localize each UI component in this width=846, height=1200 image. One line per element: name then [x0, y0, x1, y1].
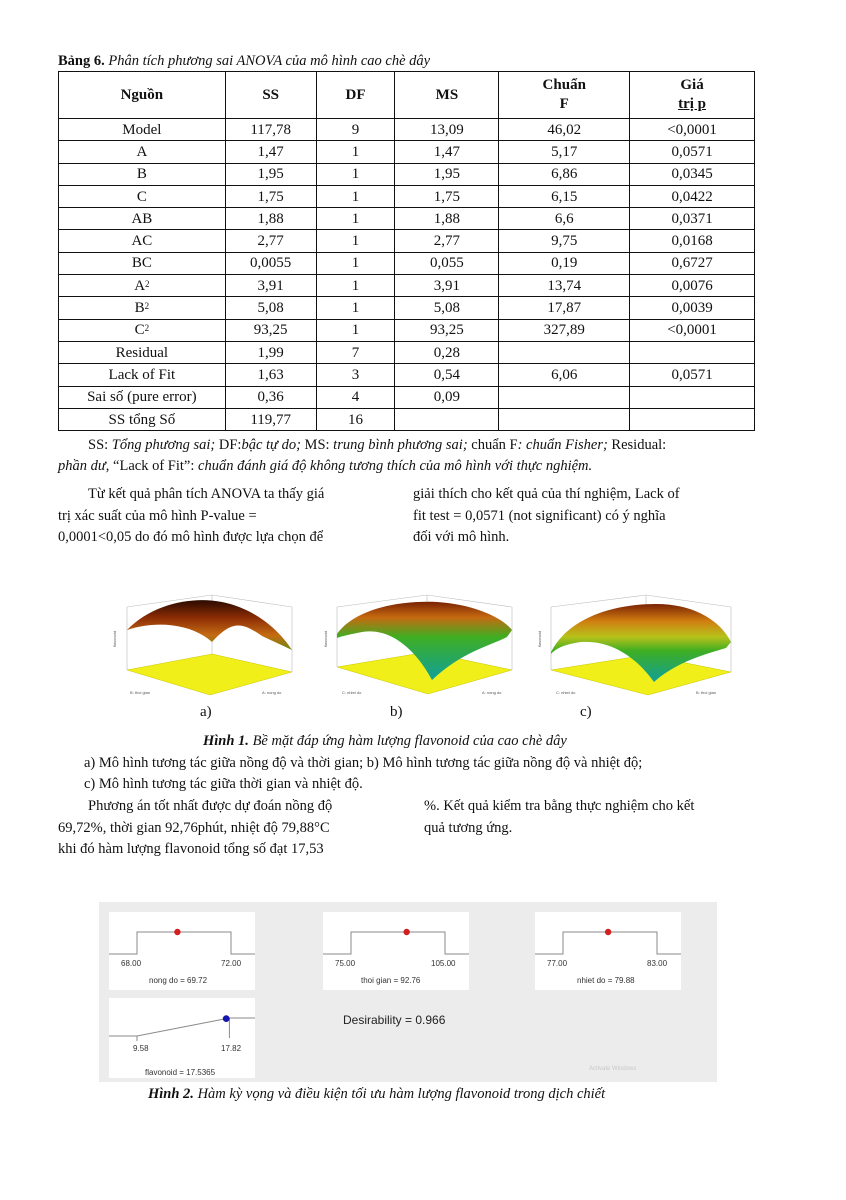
- header-f-line2: F: [559, 96, 569, 112]
- cell-f: 327,89: [499, 319, 630, 341]
- paragraph1-left: [58, 484, 398, 549]
- figure1-caption: [203, 733, 567, 750]
- cell-ss: 1,95: [225, 163, 316, 185]
- cell-df: 3: [316, 364, 395, 386]
- p1-left-line2: trị xác suất của mô hình P-value =: [58, 507, 257, 524]
- ramp-low-thoi-gian: 75.00: [335, 959, 356, 968]
- watermark-text: Activate Windows: [589, 1066, 637, 1072]
- cell-f: 0,19: [499, 252, 630, 274]
- figure2-caption-label: Hình 2.: [148, 1086, 194, 1102]
- table-row: [59, 319, 755, 341]
- header-ms: MS: [395, 72, 499, 119]
- ramp-panel-nhiet-do: [535, 912, 681, 990]
- p2-left-line1: Phương án tốt nhất được dự đoán nồng độ: [88, 798, 333, 814]
- cell-source: [59, 119, 226, 141]
- p1-right-line2: fit test = 0,0571 (not significant) có ý nghĩa: [413, 507, 666, 524]
- note-df-def: bậc tự do;: [241, 437, 305, 453]
- note-ms: MS:: [304, 437, 334, 453]
- table-title: [58, 53, 430, 70]
- header-p: [630, 72, 755, 119]
- cell-source: [59, 185, 226, 207]
- cell-source: [59, 208, 226, 230]
- cell-ss: 1,99: [225, 341, 316, 363]
- table-row: [59, 185, 755, 207]
- ramp-value-flavonoid: flavonoid = 17.5365: [145, 1068, 216, 1077]
- figure1-sub-line1: a) Mô hình tương tác giữa nồng độ và thời gian; b) Mô hình tương tác giữa nồng độ và nhiệt độ;: [84, 755, 643, 771]
- cell-df: 7: [316, 341, 395, 363]
- plot-c-z-label: flavonoid: [537, 630, 542, 647]
- note-lof-def: chuẩn đánh giá độ không tương thích của mô hình với thực nghiệm.: [198, 458, 593, 474]
- table-note: [58, 435, 768, 477]
- figure1-caption-text: Bề mặt đáp ứng hàm lượng flavonoid của cao chè dây: [252, 733, 567, 749]
- p1-right-line1: giải thích cho kết quả của thí nghiệm, Lack of: [413, 486, 680, 502]
- table-row: [59, 275, 755, 297]
- cell-f: 46,02: [499, 119, 630, 141]
- note-ms-def: trung bình phương sai;: [333, 437, 472, 453]
- ramp-low-nhiet-do: 77.00: [547, 959, 568, 968]
- note-df: DF:: [218, 437, 242, 453]
- cell-f: [499, 341, 630, 363]
- surface-plot-b: [322, 592, 527, 697]
- cell-ss: 1,88: [225, 208, 316, 230]
- cell-f: [499, 386, 630, 408]
- ramp-line-thoi-gian: [323, 932, 469, 954]
- header-p-line2: trị p: [678, 96, 707, 112]
- cell-ss: 0,36: [225, 386, 316, 408]
- cell-ss: 93,25: [225, 319, 316, 341]
- cell-df: 1: [316, 297, 395, 319]
- note-residual-def: phần dư,: [58, 458, 114, 474]
- source-label: A: [134, 277, 146, 294]
- cell-df: 1: [316, 319, 395, 341]
- cell-df: 1: [316, 208, 395, 230]
- ramp-panel-nong-do: [109, 912, 255, 990]
- cell-source: [59, 297, 226, 319]
- header-source: Nguồn: [59, 72, 226, 119]
- cell-df: 9: [316, 119, 395, 141]
- note-ss: SS:: [88, 437, 112, 453]
- note-f: chuẩn F: [471, 437, 518, 453]
- plot-a-label: a): [200, 704, 212, 720]
- cell-p: [630, 341, 755, 363]
- surface-plot-a: [112, 592, 312, 697]
- anova-table: [58, 71, 755, 431]
- cell-source: [59, 252, 226, 274]
- ramp-line-nhiet-do: [535, 932, 681, 954]
- cell-ms: 13,09: [395, 119, 499, 141]
- table-row: [59, 230, 755, 252]
- cell-ms: 0,28: [395, 341, 499, 363]
- p1-left-line3: 0,0001<0,05 do đó mô hình được lựa chọn để: [58, 529, 324, 545]
- cell-source: [59, 341, 226, 363]
- ramp-high-flavonoid: 17.82: [221, 1044, 242, 1053]
- cell-f: 5,17: [499, 141, 630, 163]
- cell-ms: 2,77: [395, 230, 499, 252]
- source-label: C: [136, 188, 147, 205]
- cell-ms: 1,47: [395, 141, 499, 163]
- note-ss-def: Tổng phương sai;: [111, 437, 219, 453]
- source-superscript: 2: [144, 323, 150, 334]
- cell-df: 16: [316, 408, 395, 430]
- cell-ss: 1,63: [225, 364, 316, 386]
- header-f-line1: Chuẩn: [542, 77, 586, 93]
- plot-c-x-label: C: nhiet do: [556, 690, 576, 695]
- cell-ss: 3,91: [225, 275, 316, 297]
- header-f: [499, 72, 630, 119]
- cell-p: <0,0001: [630, 319, 755, 341]
- cell-ms: 0,54: [395, 364, 499, 386]
- cell-f: 9,75: [499, 230, 630, 252]
- header-df: DF: [316, 72, 395, 119]
- cell-df: 1: [316, 141, 395, 163]
- ramp-line-nong-do: [109, 932, 255, 954]
- ramp-dot-thoi-gian: [403, 929, 409, 935]
- ramp-value-thoi-gian: thoi gian = 92.76: [361, 976, 421, 985]
- source-label: Lack of Fit: [108, 366, 176, 383]
- cell-p: 0,0076: [630, 275, 755, 297]
- table-row: [59, 208, 755, 230]
- ramp-dot-nong-do: [174, 929, 180, 935]
- paragraph2-right: [424, 796, 764, 839]
- figure2-caption: [148, 1086, 605, 1103]
- plot-b-label: b): [390, 704, 403, 720]
- ramp-high-thoi-gian: 105.00: [431, 959, 456, 968]
- cell-p: 0,0422: [630, 185, 755, 207]
- surface-plot-c: [536, 592, 746, 697]
- ramp-svg-flavonoid: [109, 998, 255, 1078]
- table-row: [59, 141, 755, 163]
- ramp-panel-thoi-gian: [323, 912, 469, 990]
- cell-f: 13,74: [499, 275, 630, 297]
- cell-ss: 0,0055: [225, 252, 316, 274]
- plot-b-y-label: A: nong do: [482, 690, 502, 695]
- source-label: Model: [122, 121, 162, 138]
- ramp-panel-flavonoid: [109, 998, 255, 1078]
- desirability-value: Desirability = 0.966: [343, 1013, 446, 1027]
- cell-p: <0,0001: [630, 119, 755, 141]
- p2-right-line1: %. Kết quả kiểm tra bằng thực nghiệm cho kết: [424, 798, 695, 814]
- cell-source: [59, 319, 226, 341]
- cell-ms: 1,75: [395, 185, 499, 207]
- cell-df: 1: [316, 163, 395, 185]
- table-row: [59, 364, 755, 386]
- cell-p: 0,0571: [630, 364, 755, 386]
- figure1-caption-label: Hình 1.: [203, 733, 249, 749]
- header-p-line1: Giá: [680, 77, 704, 93]
- source-label: BC: [131, 255, 152, 272]
- cell-f: 6,6: [499, 208, 630, 230]
- table-title-text: Phân tích phương sai ANOVA của mô hình cao chè dây: [108, 53, 431, 69]
- cell-ms: 0,055: [395, 252, 499, 274]
- cell-ss: 1,75: [225, 185, 316, 207]
- cell-ms: 1,88: [395, 208, 499, 230]
- cell-f: 6,06: [499, 364, 630, 386]
- cell-ss: 1,47: [225, 141, 316, 163]
- plot-a-floor: [127, 654, 292, 695]
- p2-right-line2: quả tương ứng.: [424, 819, 513, 836]
- plot-a-y-label: A: nong do: [262, 690, 282, 695]
- cell-ss: 5,08: [225, 297, 316, 319]
- cell-source: [59, 364, 226, 386]
- table-row: [59, 341, 755, 363]
- table-row: [59, 297, 755, 319]
- cell-f: 6,86: [499, 163, 630, 185]
- cell-source: [59, 163, 226, 185]
- ramp-high-nhiet-do: 83.00: [647, 959, 668, 968]
- cell-p: [630, 408, 755, 430]
- table-row: [59, 252, 755, 274]
- source-label: B: [134, 300, 145, 317]
- cell-p: 0,0039: [630, 297, 755, 319]
- cell-source: [59, 408, 226, 430]
- ramp-value-nong-do: nong do = 69.72: [149, 976, 208, 985]
- surface-plot-b-svg: [322, 592, 527, 697]
- plot-a-x-label: B: thoi gian: [130, 690, 151, 695]
- cell-source: [59, 386, 226, 408]
- cell-ms: 0,09: [395, 386, 499, 408]
- note-lof: “Lack of Fit”:: [113, 458, 199, 474]
- cell-p: 0,0168: [630, 230, 755, 252]
- table-header-row: [59, 72, 755, 119]
- plot-a-surface: [127, 600, 292, 650]
- table-row: [59, 408, 755, 430]
- source-label: AB: [131, 210, 153, 227]
- table-row: [59, 163, 755, 185]
- p2-left-line2: 69,72%, thời gian 92,76phút, nhiệt độ 79,88°C: [58, 819, 330, 836]
- source-label: AC: [131, 233, 153, 250]
- plot-c-y-label: B: thoi gian: [696, 690, 717, 695]
- surface-plot-c-svg: [536, 592, 746, 697]
- cell-source: [59, 275, 226, 297]
- ramp-high-nong-do: 72.00: [221, 959, 242, 968]
- cell-df: 1: [316, 252, 395, 274]
- figure2-caption-text: Hàm kỳ vọng và điều kiện tối ưu hàm lượng flavonoid trong dịch chiết: [197, 1086, 606, 1102]
- response-ramp-line: [109, 1018, 255, 1036]
- paragraph2-left: [58, 796, 403, 861]
- plot-c-label: c): [580, 704, 592, 720]
- cell-ss: 2,77: [225, 230, 316, 252]
- source-superscript: 2: [144, 301, 150, 312]
- cell-df: 1: [316, 275, 395, 297]
- cell-ss: 119,77: [225, 408, 316, 430]
- cell-ss: 117,78: [225, 119, 316, 141]
- plot-b-z-label: flavonoid: [323, 630, 328, 647]
- source-superscript: 2: [145, 278, 150, 289]
- table-row: [59, 386, 755, 408]
- cell-f: 17,87: [499, 297, 630, 319]
- cell-p: 0,0345: [630, 163, 755, 185]
- ramp-low-flavonoid: 9.58: [133, 1044, 149, 1053]
- cell-ms: [395, 408, 499, 430]
- paragraph1-right: [413, 484, 763, 549]
- ramp-dot-nhiet-do: [605, 929, 611, 935]
- cell-ms: 93,25: [395, 319, 499, 341]
- cell-p: 0,0571: [630, 141, 755, 163]
- table-label: Bảng 6.: [58, 53, 105, 69]
- plot-a-z-label: flavonoid: [112, 630, 117, 647]
- cell-ms: 3,91: [395, 275, 499, 297]
- note-residual: Residual:: [611, 437, 667, 453]
- source-label: SS tổng Số: [108, 411, 176, 428]
- p2-left-line3: khi đó hàm lượng flavonoid tổng số đạt 17,53: [58, 841, 324, 857]
- response-dot: [223, 1015, 230, 1022]
- cell-f: [499, 408, 630, 430]
- plot-b-x-label: C: nhiet do: [342, 690, 362, 695]
- cell-ms: 5,08: [395, 297, 499, 319]
- cell-df: 1: [316, 185, 395, 207]
- cell-df: 4: [316, 386, 395, 408]
- cell-p: 0,0371: [630, 208, 755, 230]
- source-label: Sai số (pure error): [87, 389, 197, 406]
- source-label: A: [136, 143, 148, 160]
- figure1-sub-line2: c) Mô hình tương tác giữa thời gian và nhiệt độ.: [84, 776, 363, 792]
- source-label: B: [136, 166, 147, 183]
- cell-df: 1: [316, 230, 395, 252]
- surface-plot-a-svg: [112, 592, 312, 697]
- ramp-value-nhiet-do: nhiet do = 79.88: [577, 976, 635, 985]
- cell-p: 0,6727: [630, 252, 755, 274]
- cell-source: [59, 141, 226, 163]
- cell-f: 6,15: [499, 185, 630, 207]
- source-label: Residual: [115, 344, 169, 361]
- ramp-low-nong-do: 68.00: [121, 959, 142, 968]
- table-row: [59, 119, 755, 141]
- header-ss: SS: [225, 72, 316, 119]
- cell-ms: 1,95: [395, 163, 499, 185]
- desirability-figure: [99, 902, 717, 1082]
- source-label: C: [134, 322, 145, 339]
- note-f-def: : chuẩn Fisher;: [517, 437, 612, 453]
- p1-right-line3: đối với mô hình.: [413, 529, 510, 545]
- p1-left-line1: Từ kết quả phân tích ANOVA ta thấy giá: [88, 486, 325, 502]
- cell-p: [630, 386, 755, 408]
- cell-source: [59, 230, 226, 252]
